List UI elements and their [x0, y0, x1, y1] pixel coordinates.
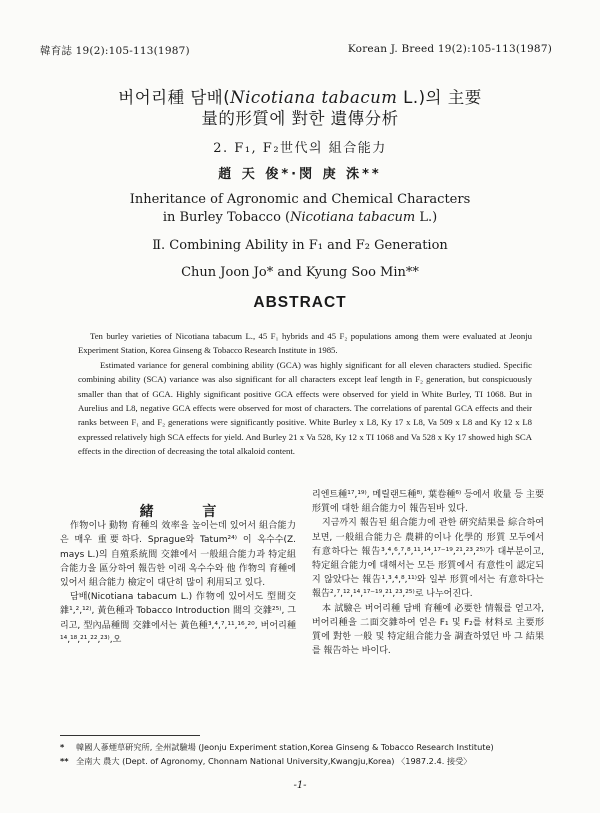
abstract-paragraph-1: Ten burley varieties of Nicotiana tabacum L., 45 F₁ hybrids and 45 F₂ populations among them were evaluated at Jeonju Experiment Station, Korea Ginseng & Tobacco Research Institute in 1985.	[78, 331, 532, 356]
footnote-1: * 韓國人蔘煙草硏究所, 全州試驗場 (Jeonju Experiment station,Korea Ginseng & Tobacco Research Institute)	[60, 742, 494, 752]
intro-paragraph-4: 本 試驗은 버어리種 담배 育種에 必要한 情報를 얻고자, 버어리種을 二面交雜하여 얻은 F₁ 및 F₂를 材料로 主要形質에 對한 一般 및 特定組合能力을 調査하였던 바 그 結果를 報告하는 바이다.	[312, 603, 544, 657]
running-header-left: 韓育誌 19(2):105-113(1987)	[40, 45, 190, 57]
intro-heading: 緒 言	[139, 504, 239, 520]
abstract-body	[78, 329, 532, 459]
korean-title-line2: 量的形質에 對한 遺傳分析	[201, 109, 399, 128]
english-title-line1: Inheritance of Agronomic and Chemical Characters	[129, 192, 471, 207]
intro-paragraph-2: 담배(Nicotiana tabacum L.) 作物에 있어서도 型間交雜¹,²,¹²⁾, 黃色種과 Tobacco Introduction 間의 交雜²⁵⁾, 그리고, 型內品種間 交雜에서는 黃色種³,⁴,⁷,¹¹,¹⁶,²⁰, 버어리種¹⁴,¹⁸,²¹,²²,²³⁾,오	[60, 592, 296, 645]
intro-right-column	[312, 488, 544, 658]
abstract-paragraph-2: Estimated variance for general combining ability (GCA) was highly significant for all eleven characters studied. Specific combining ability (SCA) variance was also significant for all characters except leaf length in F₂ generation, but conspicuously smaller than that of GCA. Highly significant positive GCA effects were observed for yield in White Burley, TI 1068. But in Aurelius and L8, negative GCA effects were observed for most of characters. The correlations of parental GCA effects and their ranks between F₁ and F₂ generations were significantly positive. White Burley x L8, Ky 17 x L8, Va 509 x L8 and Ky 12 x L8 expressed relatively high SCA effects for yield. And Burley 21 x Va 528, Ky 12 x TI 1068 and Va 528 x Ky 17 showed high SCA effects in the direction of decreasing the total alkaloid content.	[78, 359, 532, 457]
korean-subtitle: 2. F₁, F₂世代의 組合能力	[213, 141, 387, 156]
abstract-heading: ABSTRACT	[253, 294, 347, 311]
intro-paragraph-1: 作物이나 動物 育種의 效率을 높이는데 있어서 組合能力은 매우 重要하다. Sprague와 Tatum²⁴⁾ 이 옥수수(Z. mays L.)의 自殖系統間 交雜에서 一般組合能力과 特定組合能力을 區分하여 報告한 이래 옥수수와 他 作物의 育種에 있어서 組合能力 檢定이 대단히 많이 利用되고 있다.	[60, 521, 296, 589]
footnote-divider	[60, 735, 200, 736]
intro-paragraph-3: 지금까지 報告된 組合能力에 관한 硏究結果를 綜合하여 보면, 一般組合能力은 農耕的이나 化學的 形質 모두에서 有意하다는 報告³,⁴,⁶,⁷,⁸,¹¹,¹⁴,¹⁷⁻¹⁹,²¹,²³,²⁵⁾가 대부분이고, 特定組合能力에 대해서는 모든 形質에서 有意性이 認定되지 않았다는 報告¹,³,⁴,⁸,¹¹⁾와 일부 形質에서는 有意하다는 報告²,⁷,¹²,¹⁴,¹⁷⁻¹⁹,²¹,²³,²⁵⁾로 나누어진다.	[312, 518, 544, 600]
english-authors: Chun Joon Jo* and Kyung Soo Min**	[181, 265, 419, 280]
page-number: -1-	[293, 780, 307, 791]
intro-left-column	[60, 505, 296, 647]
intro-paragraph-2-cont: 리엔트種¹⁷,¹⁹⁾, 메릴랜드種⁸⁾, 葉卷種⁶⁾ 등에서 收量 등 主要 形質에 대한 組合能力이 報告된바 있다.	[312, 490, 544, 515]
english-subtitle: Ⅱ. Combining Ability in F₁ and F₂ Generation	[152, 238, 448, 253]
korean-title-line1: 버어리種 담배(Nicotiana tabacum L.)의 主要	[118, 88, 482, 107]
footnote-2: ** 全南大 農大 (Dept. of Agronomy, Chonnam National University,Kwangju,Korea) 〈1987.2.4. 接受〉	[60, 756, 472, 766]
korean-authors: 趙 天 俊*·閔 庚 洙**	[218, 167, 382, 182]
running-header-right: Korean J. Breed 19(2):105-113(1987)	[347, 43, 552, 55]
english-title-line2: in Burley Tobacco (Nicotiana tabacum L.)	[162, 210, 438, 225]
